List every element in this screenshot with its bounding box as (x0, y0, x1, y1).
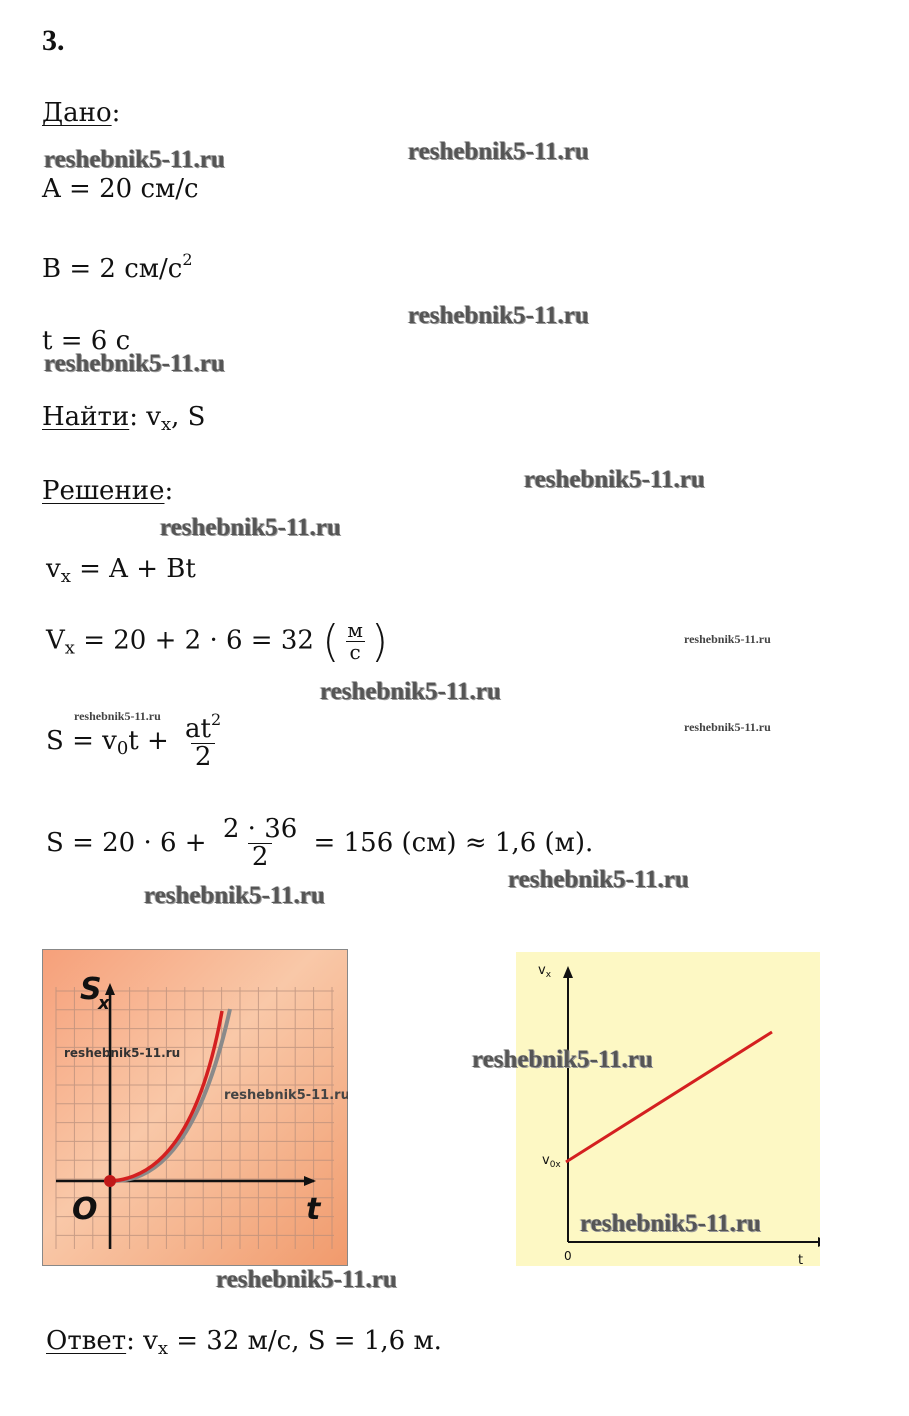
graph-left-origin-point (104, 1175, 116, 1187)
eq4-rhs: = 156 (см) ≈ 1,6 (м). (305, 827, 594, 858)
eq2-paren-close: ) (370, 616, 389, 667)
solution-colon: : (164, 476, 174, 506)
watermark: reshebnik5-11.ru (320, 678, 501, 705)
graph-left-watermark-2: reshebnik5-11.ru (224, 1088, 348, 1103)
graph-left-y-label-sub: x (98, 993, 110, 1014)
answer-line (46, 1326, 442, 1359)
eq3-lhs: S = v (46, 725, 117, 756)
watermark: reshebnik5-11.ru (216, 1266, 397, 1293)
answer-sub: x (157, 1338, 168, 1359)
eq3-mid: t + (128, 725, 178, 756)
watermark: reshebnik5-11.ru (472, 1046, 653, 1073)
watermark: reshebnik5-11.ru (524, 466, 705, 493)
graph-left-origin-label: O (72, 1192, 98, 1227)
eq3-fraction (181, 712, 225, 772)
watermark: reshebnik5-11.ru (44, 146, 225, 173)
given-b (42, 250, 193, 284)
given-heading (42, 98, 120, 128)
eq2-paren-open: ( (322, 616, 340, 667)
watermark: reshebnik5-11.ru (44, 350, 225, 377)
answer-prefix: : v (126, 1326, 158, 1356)
eq1-lhs: v (46, 554, 61, 584)
watermark: reshebnik5-11.ru (580, 1210, 761, 1237)
find-sub: x (160, 414, 172, 435)
eq3-frac-num-text: at (185, 714, 211, 744)
watermark: reshebnik5-11.ru (408, 302, 589, 329)
equation-velocity-formula (46, 554, 196, 587)
watermark: reshebnik5-11.ru (408, 138, 589, 165)
graph-right-x-label: t (798, 1253, 804, 1266)
graph-distance-time (42, 949, 348, 1266)
graph-right-origin-label: 0 (564, 1249, 572, 1263)
eq2-frac-num: м (347, 618, 363, 642)
eq3-frac-num-sup: 2 (211, 710, 222, 729)
eq3-frac-den: 2 (191, 743, 216, 771)
eq1-sub: x (60, 566, 71, 587)
answer-suffix: = 32 м/с, S = 1,6 м. (167, 1326, 442, 1356)
watermark: reshebnik5-11.ru (508, 866, 689, 893)
watermark-small: reshebnik5-11.ru (684, 632, 771, 646)
watermark-small: reshebnik5-11.ru (74, 709, 161, 723)
watermark: reshebnik5-11.ru (144, 882, 325, 909)
eq4-frac-num: 2 · 36 (222, 814, 298, 844)
eq3-frac-num (181, 712, 225, 743)
eq2-fraction (343, 620, 367, 663)
given-t: t = 6 с (42, 326, 131, 356)
graph-left-y-label: S (80, 972, 102, 1007)
graph-right-x-arrow (818, 1237, 820, 1247)
find-prefix: : v (129, 402, 161, 432)
equation-velocity-value (46, 616, 388, 667)
solution-heading (42, 476, 173, 506)
graph-right-y-label: $v_x$ (538, 963, 552, 980)
find-suffix: , S (171, 402, 206, 432)
find-label: Найти (42, 402, 130, 432)
eq4-fraction (219, 816, 301, 872)
given-label: Дано (42, 98, 112, 128)
equation-distance-value (46, 816, 593, 872)
eq2-rhs: = 20 + 2 · 6 = 32 (74, 625, 323, 656)
graph-right-y0-label: $v_{0x}$ (542, 1153, 561, 1170)
given-b-text: B = 2 см/с (42, 254, 183, 284)
graph-distance-time-svg (42, 949, 348, 1266)
eq4-frac-den: 2 (248, 843, 273, 871)
solution-label: Решение (42, 476, 165, 506)
graph-left-watermark-1: reshebnik5-11.ru (64, 1046, 181, 1060)
watermark: reshebnik5-11.ru (160, 514, 341, 541)
watermark-small: reshebnik5-11.ru (684, 720, 771, 734)
answer-label: Ответ (46, 1326, 127, 1356)
find-line (42, 402, 205, 435)
eq3-sub: 0 (116, 737, 129, 759)
eq2-lhs: V (46, 625, 65, 656)
eq2-sub: x (64, 637, 75, 659)
eq1-rhs: = A + Bt (70, 554, 196, 584)
graph-left-x-label: t (306, 1192, 321, 1227)
given-b-exponent: 2 (182, 250, 193, 269)
eq4-lhs: S = 20 · 6 + (46, 827, 215, 858)
eq2-frac-den: с (346, 641, 365, 663)
given-a: A = 20 см/с (42, 174, 199, 204)
given-colon: : (111, 98, 121, 128)
problem-number: 3. (42, 24, 65, 57)
